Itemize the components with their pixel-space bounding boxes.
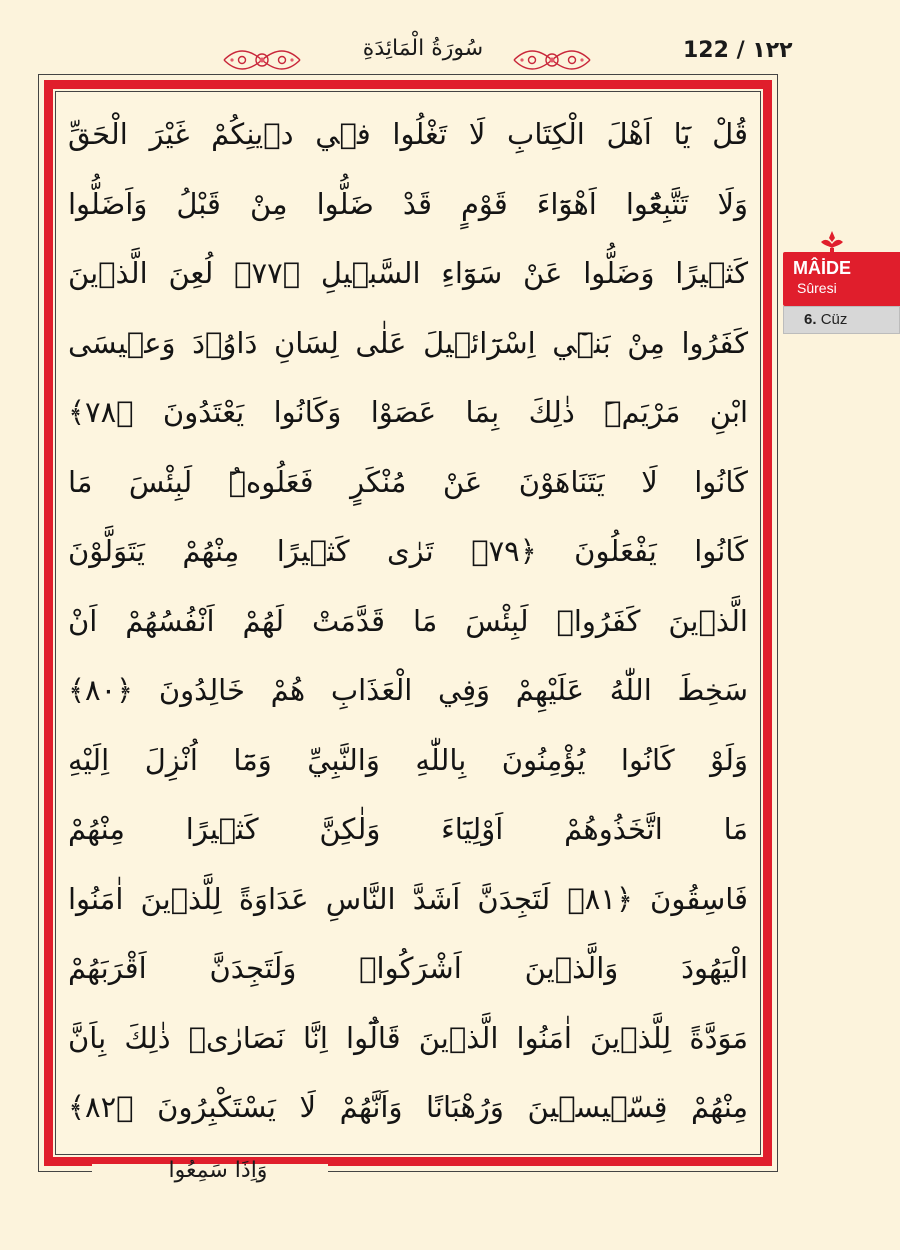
surah-tab[interactable]: [783, 252, 900, 306]
left-header-ornament-icon: [222, 42, 302, 78]
surah-tab-name: MÂİDE: [793, 258, 851, 278]
verse-line: وَلَوْ كَانُوا يُؤْمِنُونَ بِاللّٰهِ وَالنَّبِيِّ وَمَٓا اُنْزِلَ اِلَيْهِ: [68, 742, 748, 777]
verse-line: الَّذ۪ينَ كَفَرُواۜ لَبِئْسَ مَا قَدَّمَتْ لَهُمْ اَنْفُسُهُمْ اَنْ: [68, 603, 748, 638]
verse-line: الْيَهُودَ وَالَّذ۪ينَ اَشْرَكُواۚ وَلَتَجِدَنَّ اَقْرَبَهُمْ: [68, 951, 748, 985]
juz-number: 6.: [804, 311, 817, 328]
verse-line: كَث۪يرًا وَضَلُّوا عَنْ سَوَٓاءِ السَّب۪يلِ ﴿٧٧﴾ لُعِنَ الَّذ۪ينَ: [68, 256, 749, 290]
verse-line: كَفَرُوا مِنْ بَن۪ٓي اِسْرَٓائ۪يلَ عَلٰى لِسَانِ دَاوُ۫دَ وَع۪يسَى: [68, 325, 748, 360]
surah-title: سُورَةُ الْمَائِدَةِ: [362, 36, 484, 61]
verse-line: مِنْهُمْ قِسّ۪يس۪ينَ وَرُهْبَانًا وَاَنَّهُمْ لَا يَسْتَكْبِرُونَ ﴿٨٢﴾: [68, 1090, 748, 1124]
page-header: [0, 0, 900, 72]
verse-line: وَلَا تَتَّبِعُٓوا اَهْوَٓاءَ قَوْمٍ قَدْ ضَلُّوا مِنْ قَبْلُ وَاَضَلُّوا: [68, 186, 748, 221]
verse-line: كَانُوا يَفْعَلُونَ ﴿٧٩﴾ تَرٰى كَث۪يرًا مِنْهُمْ يَتَوَلَّوْنَ: [68, 534, 748, 568]
page-number: 122 / ١٢٢: [683, 38, 793, 63]
verse-lines: [60, 100, 756, 1143]
juz-tab-label: [804, 311, 847, 328]
verse-line: قُلْ يَٓا اَهْلَ الْكِتَابِ لَا تَغْلُوا ف۪ي د۪ينِكُمْ غَيْرَ الْحَقِّ: [68, 117, 748, 151]
juz-tab[interactable]: [783, 306, 900, 334]
juz-word: Cüz: [820, 311, 848, 328]
verse-line: كَانُوا لَا يَتَنَاهَوْنَ عَنْ مُنْكَرٍ فَعَلُوهُۜ لَبِئْسَ مَا: [68, 464, 748, 499]
verse-line: مَا اتَّخَذُوهُمْ اَوْلِيَٓاءَ وَلٰكِنَّ كَث۪يرًا مِنْهُمْ: [68, 812, 748, 846]
verse-line: سَخِطَ اللّٰهُ عَلَيْهِمْ وَفِي الْعَذَابِ هُمْ خَالِدُونَ ﴿٨٠﴾: [68, 673, 748, 707]
surah-tab-sub: Sûresi: [797, 280, 837, 296]
verse-line: مَوَدَّةً لِلَّذ۪ينَ اٰمَنُوا الَّذ۪ينَ قَالُٓوا اِنَّا نَصَارٰىۜ ذٰلِكَ بِاَنَّ: [68, 1020, 748, 1055]
verse-line: فَاسِقُونَ ﴿٨١﴾ لَتَجِدَنَّ اَشَدَّ النَّاسِ عَدَاوَةً لِلَّذ۪ينَ اٰمَنُوا: [68, 881, 748, 916]
right-header-ornament-icon: [512, 42, 592, 78]
catchword: وَاِذَا سَمِعُوا: [168, 1158, 268, 1183]
verse-line: ابْنِ مَرْيَمَۜ ذٰلِكَ بِمَا عَصَوْا وَكَانُوا يَعْتَدُونَ ﴿٧٨﴾: [68, 395, 748, 429]
